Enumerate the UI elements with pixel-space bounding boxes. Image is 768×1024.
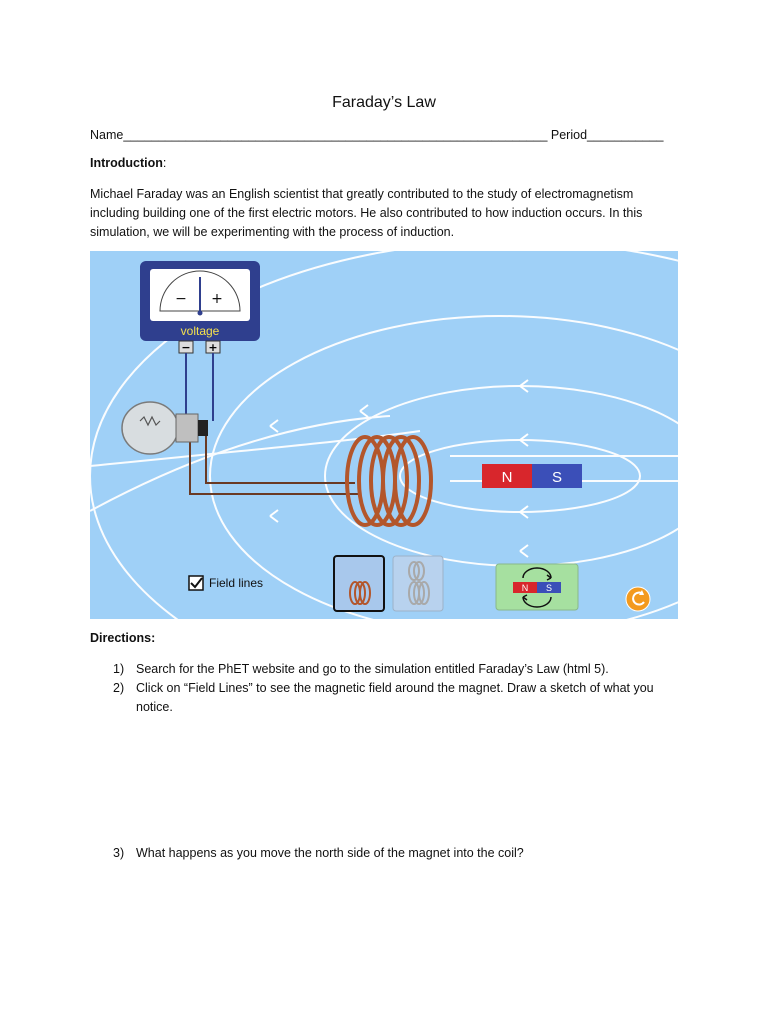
directions-heading: Directions: <box>90 631 156 645</box>
voltmeter <box>140 261 260 354</box>
direction-text: What happens as you move the north side of the magnet into the coil? <box>136 846 524 860</box>
introduction-heading <box>90 156 166 170</box>
direction-number: 2) <box>113 681 125 695</box>
voltmeter-label: voltage <box>180 324 220 338</box>
direction-number: 1) <box>113 662 125 676</box>
introduction-heading-text: Introduction <box>90 156 163 170</box>
meter-plus-sign: + <box>211 291 223 307</box>
document-title: Faraday’s Law <box>332 94 436 111</box>
lightbulb-icon <box>122 402 208 454</box>
simulation-canvas <box>90 251 678 619</box>
flip-magnet-button[interactable] <box>496 564 578 610</box>
direction-text: Click on “Field Lines” to see the magnetic field around the magnet. Draw a sketch of what you notice. <box>136 681 654 714</box>
introduction-text: Michael Faraday was an English scientist that greatly contributed to the study of electromagnetism including building one of the first electric motors. He also contributed to how induction occurs. In this simulation, we will be experimenting with the process of induction. <box>90 187 643 239</box>
flip-south-label: S <box>545 583 553 593</box>
name-period-line: Name_____________________________________________________________ Period___________ <box>90 128 664 142</box>
introduction-colon: : <box>162 156 167 170</box>
meter-minus-sign: − <box>175 291 187 307</box>
terminal-plus: + <box>208 341 218 354</box>
magnet-south-label: S <box>551 469 563 486</box>
magnet-north-label: N <box>501 469 513 486</box>
reset-icon[interactable] <box>626 587 650 611</box>
one-coil-button[interactable] <box>334 556 384 611</box>
coil-icon <box>347 437 431 525</box>
direction-number: 3) <box>113 846 125 860</box>
field-lines-label: Field lines <box>209 576 264 590</box>
two-coil-button[interactable] <box>393 556 443 611</box>
bar-magnet[interactable] <box>482 464 582 488</box>
direction-text: Search for the PhET website and go to the simulation entitled Faraday’s Law (html 5). <box>136 662 609 676</box>
flip-north-label: N <box>521 583 529 593</box>
terminal-minus: − <box>181 341 191 354</box>
field-lines-checkbox[interactable] <box>189 576 263 590</box>
faraday-simulation[interactable] <box>90 251 678 619</box>
